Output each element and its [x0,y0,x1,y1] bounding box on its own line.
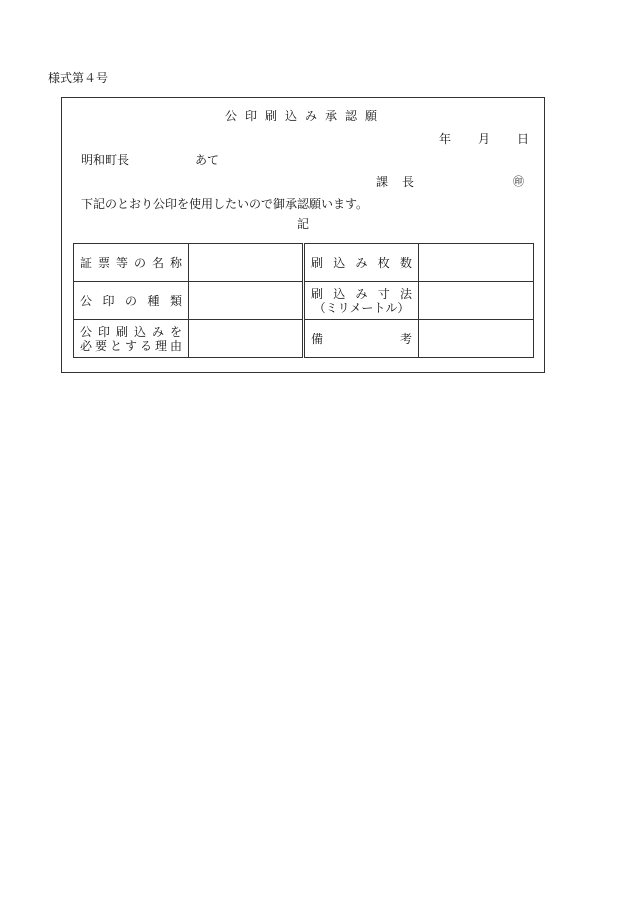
table-row [74,320,534,358]
remarks-field[interactable] [419,320,534,358]
details-table [73,243,534,358]
seal-icon: ㊞ [513,175,524,188]
section-chief-label: 課長 [376,175,429,189]
print-size-label: 刷込み寸法 [311,286,412,301]
reason-label-line1: 公印刷込みを [80,324,182,339]
print-count-label-cell [304,244,419,282]
remarks-label-cell [304,320,419,358]
certificate-name-field[interactable] [189,244,304,282]
print-size-unit: （ミリメートル） [313,300,410,315]
date-day-label: 日 [517,132,530,146]
print-count-label: 刷込み枚数 [311,255,412,270]
seal-type-field[interactable] [189,282,304,320]
ki-heading: 記 [296,217,309,231]
seal-type-label: 公印の種類 [80,293,182,308]
print-count-field[interactable] [419,244,534,282]
table-row [74,244,534,282]
remarks-label: 備考 [311,331,412,346]
reason-label-line2: 必要とする理由 [80,338,182,353]
addressee-suffix: あて [195,153,220,167]
form-number: 様式第４号 [48,71,109,85]
application-form-frame [61,97,545,373]
print-size-label-cell [304,282,419,320]
reason-label-cell [74,320,189,358]
print-size-field[interactable] [419,282,534,320]
request-text: 下記のとおり公印を使用したいので御承認願います。 [81,197,369,211]
form-title: 公印刷込み承認願 [224,109,385,123]
reason-field[interactable] [189,320,304,358]
seal-type-label-cell [74,282,189,320]
certificate-name-label: 証票等の名称 [80,255,182,270]
date-year-label: 年 [439,132,452,146]
addressee: 明和町長 [81,153,130,167]
table-row [74,282,534,320]
certificate-name-label-cell [74,244,189,282]
date-month-label: 月 [478,132,491,146]
